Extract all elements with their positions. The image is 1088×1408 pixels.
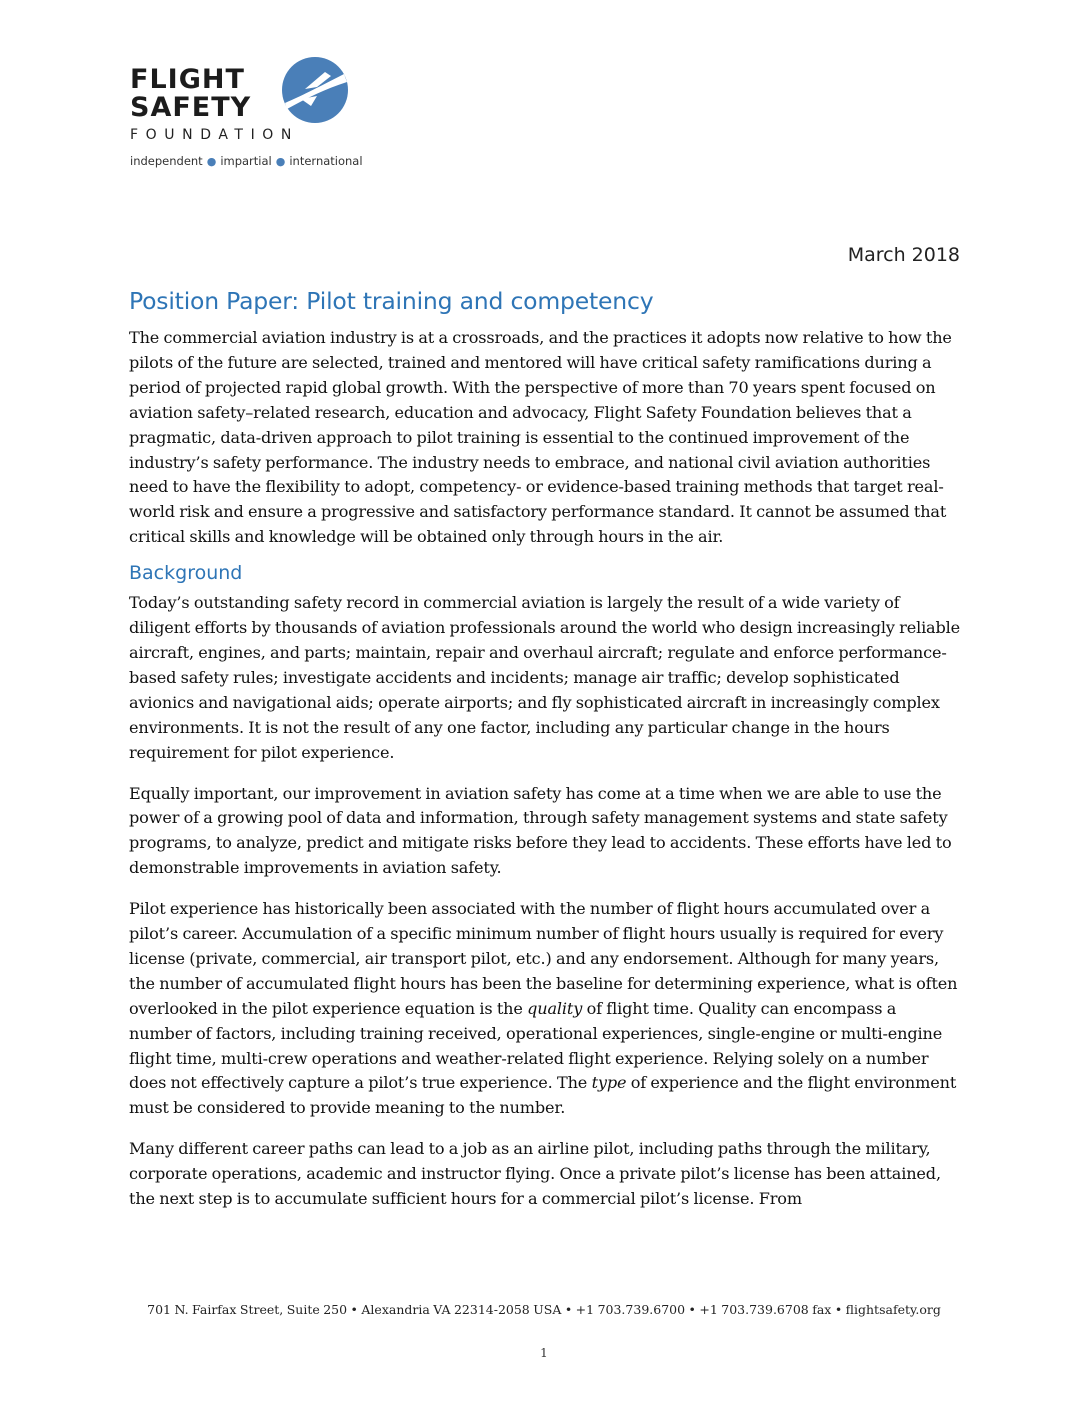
background-paragraph-4: Many different career paths can lead to a job as an airline pilot, including paths through the military, corporate operations, academic and instructor flying. Once a private pilot’s license has been attained, the next step is to accumulate sufficient hours for a commercial pilot’s license. From — [129, 1139, 941, 1209]
emphasis-quality: quality — [527, 998, 583, 1018]
emphasis-type: type — [591, 1073, 627, 1093]
section-heading-background: Background — [129, 562, 243, 585]
paragraph-text: of experience and the flight environment must be considered to provide meaning to the number. — [129, 1073, 957, 1118]
page-title: Position Paper: Pilot training and competency — [129, 287, 654, 315]
background-paragraph-2: Equally important, our improvement in aviation safety has come at a time when we are able to use the power of a growing pool of data and information, through safety management systems and state safety programs, to analyze, predict and mitigate risks before they lead to accidents. These efforts have led to demonstrable improvements in aviation safety. — [129, 783, 952, 878]
paragraph-text: Pilot experience has historically been associated with the number of flight hours accumulated over a pilot’s career. Accumulation of a specific minimum number of flight hours usually is required for every license (private, commercial, air transport pilot, etc.) and any endorsement. Although for many years, the number of accumulated flight hours has been the baseline for determining experience, what is often overlooked in the pilot experience equation is the — [129, 899, 958, 1018]
tagline-independent: independent — [130, 154, 203, 168]
bullet-dot-icon: ● — [206, 155, 217, 168]
document-date: March 2018 — [847, 244, 960, 266]
background-paragraph-3 — [129, 897, 963, 1121]
logo-word-foundation: FOUNDATION — [130, 127, 299, 143]
intro-paragraph: The commercial aviation industry is at a crossroads, and the practices it adopts now relative to how the pilots of the future are selected, trained and mentored will have critical safety ramifications during a period of projected rapid global growth. With the perspective of more than 70 years spent focused on aviation safety–related research, education and advocacy, Flight Safety Foundation believes that a pragmatic, data-driven approach to pilot training is essential to the continued improvement of the industry’s safety performance. The industry needs to embrace, and national civil aviation authorities need to have the flexibility to adopt, competency- or evidence-based training methods that target real-world risk and ensure a progressive and satisfactory performance standard. It cannot be assumed that critical skills and knowledge will be obtained only through hours in the air. — [129, 328, 952, 547]
background-paragraph-1: Today’s outstanding safety record in commercial aviation is largely the result of a wide variety of diligent efforts by thousands of aviation professionals around the world who design increasingly reliable aircraft, engines, and parts; maintain, repair and overhaul aircraft; regulate and enforce performance-based safety rules; investigate accidents and incidents; manage air traffic; develop sophisticated avionics and navigational aids; operate airports; and fly sophisticated aircraft in increasingly complex environments. It is not the result of any one factor, including any particular change in the hours requirement for pilot experience. — [129, 593, 961, 762]
tagline-international: international — [289, 154, 363, 168]
bullet-dot-icon: ● — [275, 155, 286, 168]
page-number: 1 — [540, 1346, 548, 1360]
logo-word-safety: SAFETY — [130, 92, 252, 123]
logo-tagline — [130, 154, 363, 168]
document-body — [129, 284, 963, 1228]
paragraph-text: of flight time. Quality can encompass a number of factors, including training received, operational experiences, single-engine or multi-engine flight time, multi-crew operations and weather-related flight experience. Relying solely on a number does not effectively capture a pilot’s true experience. The — [129, 998, 943, 1093]
foundation-logo — [130, 56, 363, 176]
footer-address: 701 N. Fairfax Street, Suite 250 • Alexandria VA 22314-2058 USA • +1 703.739.6700 • +1 703.739.6708 fax • flightsafety.org — [147, 1302, 941, 1317]
logo-word-flight: FLIGHT — [130, 64, 245, 95]
globe-plane-icon — [281, 56, 349, 124]
tagline-impartial: impartial — [220, 154, 272, 168]
